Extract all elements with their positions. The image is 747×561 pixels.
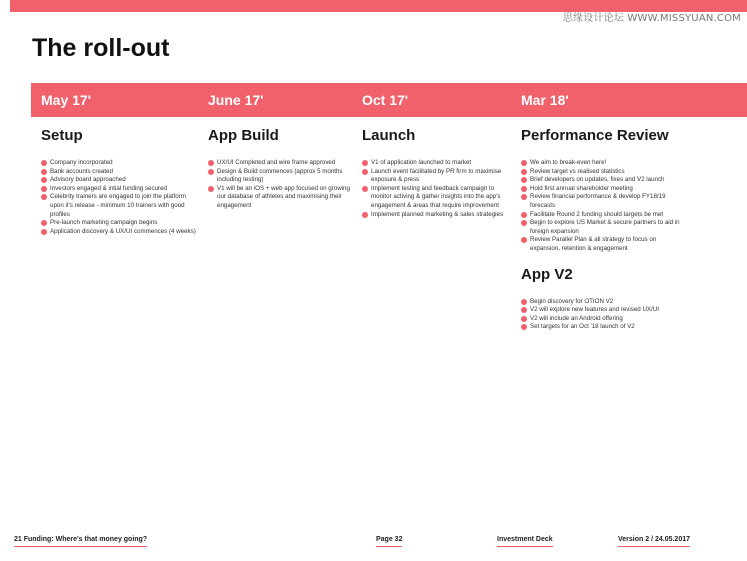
list-item: Application discovery & UX/UI commences (4 weeks) (41, 228, 199, 237)
bullet-list (362, 159, 512, 219)
list-item: V1 will be an iOS + web app focused on growing our database of athletes and maximising their engagement (208, 185, 353, 211)
list-item: V2 will explore new features and revised UX/UI (521, 306, 681, 315)
timeline-date-oct-17: Oct 17' (362, 92, 409, 108)
column-heading: Setup (41, 127, 83, 144)
list-item: Company incorporated (41, 159, 199, 168)
column-app-build (208, 127, 353, 211)
column-setup (41, 127, 199, 236)
list-item: Begin to explore US Market & secure partners to aid in foreign expansion (521, 219, 681, 236)
list-item: Investors engaged & intial funding secured (41, 185, 199, 194)
column-heading: Performance Review (521, 127, 669, 144)
column-heading: App Build (208, 127, 279, 144)
column-launch (362, 127, 512, 219)
list-item: V2 will include an Android offering (521, 315, 681, 324)
list-item: Facilitate Round 2 funding should targets be met (521, 211, 681, 220)
list-item: Hold first annual shareholder meeting (521, 185, 681, 194)
list-item: Implement testing and feedback campaign to monitor activing & gather insights into the app's engagement & areas that require improvement (362, 185, 512, 211)
list-item: Implement planned marketing & sales strategies (362, 211, 512, 220)
footer-version: Version 2 / 24.05.2017 (618, 536, 690, 547)
bullet-list (41, 159, 199, 236)
bullet-list (521, 298, 681, 332)
list-item: Bank accounts created (41, 168, 199, 177)
bullet-list (208, 159, 353, 211)
footer-section-title: 21 Funding: Where's that money going? (14, 536, 147, 547)
list-item: Review financial performance & develop FY18/19 forecasts (521, 193, 681, 210)
list-item: Review Parallel Plan & all strategy to focus on expansion, retention & engagement (521, 236, 681, 253)
list-item: Set targets for an Oct '18 launch of V2 (521, 323, 681, 332)
list-item: Launch event facilitated by PR firm to maximise exposure & press (362, 168, 512, 185)
list-item: Celebrity trainers are engaged to join the platform upon it's release - minimum 10 trainers with good profiles (41, 193, 199, 219)
timeline-date-may-17: May 17' (41, 92, 92, 108)
timeline-band (31, 83, 747, 117)
timeline-date-mar-18: Mar 18' (521, 92, 569, 108)
column-heading: Launch (362, 127, 416, 144)
footer-page-number: Page 32 (376, 536, 402, 547)
list-item: Review target vs realised statistics (521, 168, 681, 177)
column-performance-review (521, 127, 681, 332)
list-item: UX/UI Completed and wire frame approved (208, 159, 353, 168)
list-item: Begin discovery for OTION V2 (521, 298, 681, 307)
list-item: Brief developers on updates, fixes and V2 launch (521, 176, 681, 185)
watermark: 思缘设计论坛 WWW.MISSYUAN.COM (562, 13, 741, 24)
list-item: We aim to break-even here! (521, 159, 681, 168)
footer-deck-name: Investment Deck (497, 536, 553, 547)
bullet-list (521, 159, 681, 254)
list-item: Design & Build commences (approx 5 months including testing) (208, 168, 353, 185)
sub-heading-app-v2: App V2 (521, 265, 573, 283)
list-item: Advisory board approached (41, 176, 199, 185)
page-title: The roll-out (32, 34, 170, 62)
list-item: Pre-launch marketing campaign begins (41, 219, 199, 228)
timeline-date-june-17: June 17' (208, 92, 264, 108)
list-item: V1 of application launched to market (362, 159, 512, 168)
